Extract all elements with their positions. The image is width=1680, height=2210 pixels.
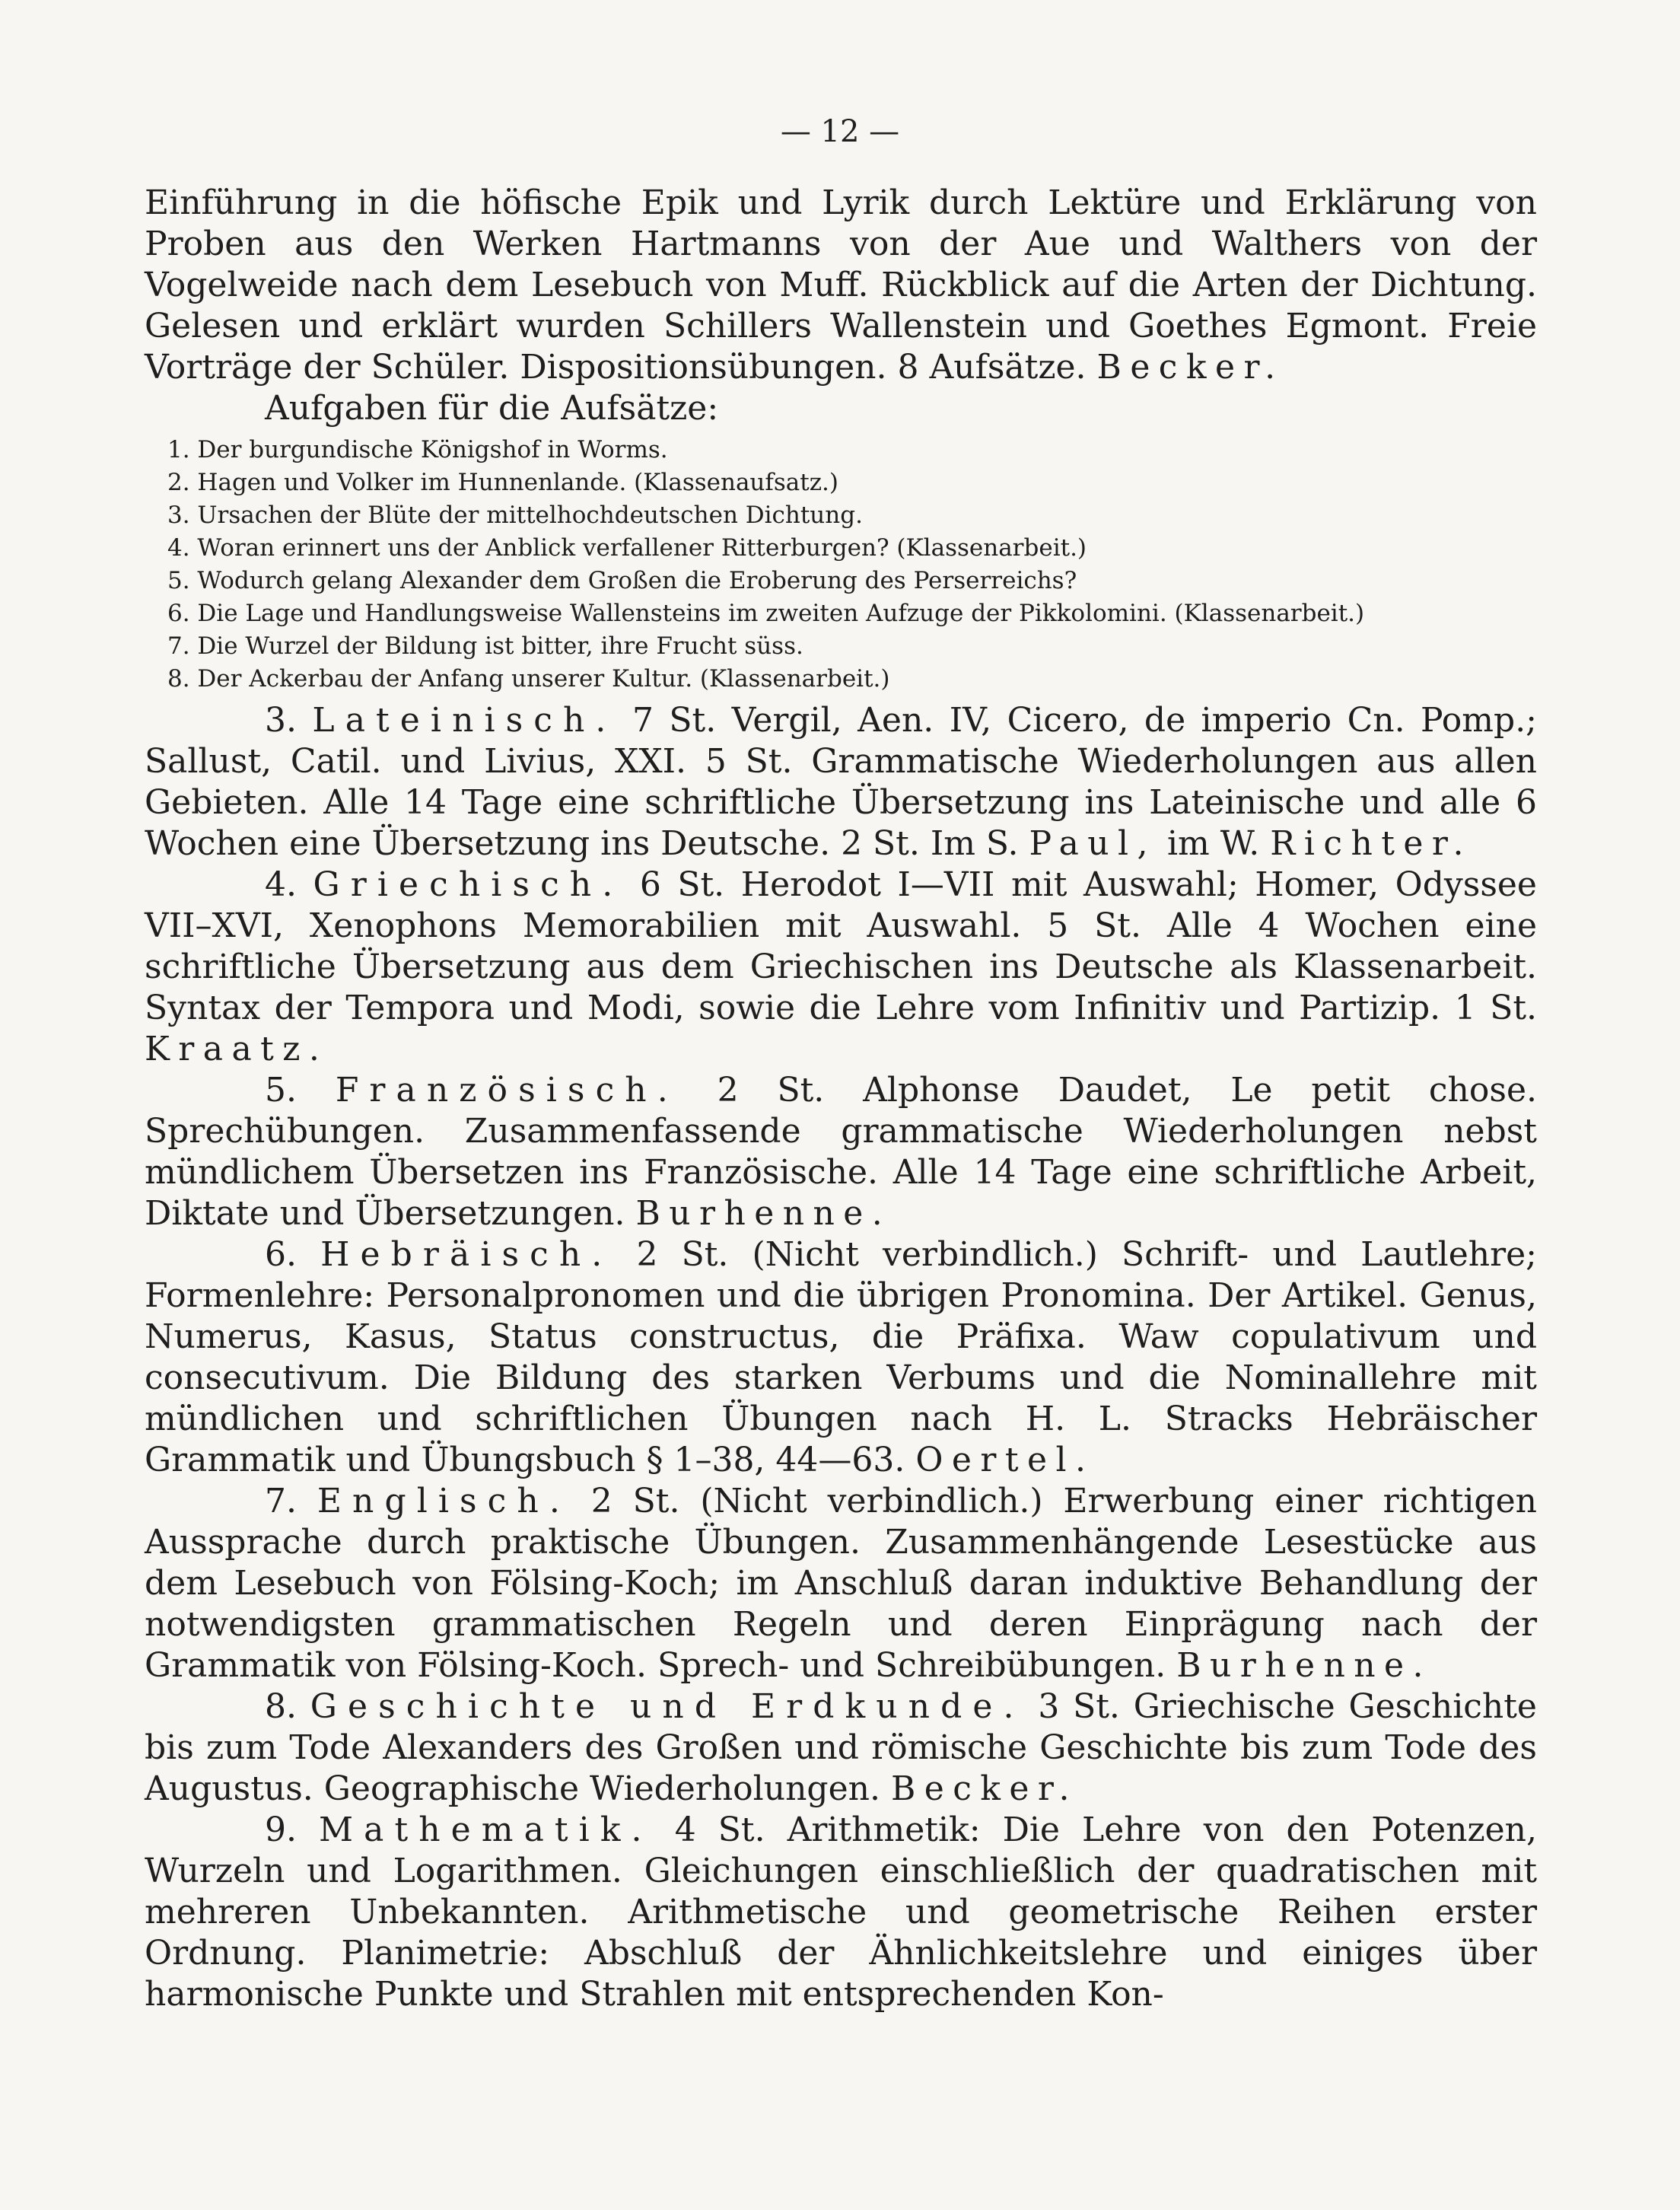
teacher-name: Oertel. xyxy=(915,1441,1095,1479)
section-text: 2 St. Alphonse Daudet, Le petit chose. Sprechübungen. Zusammenfassende grammatische Wiederholungen nebst mündlichem Übersetzen ins Französische. Alle 14 Tage eine schriftliche Arbeit, Diktate und Übersetzungen. xyxy=(145,1071,1537,1233)
section-text: 2 St. (Nicht verbindlich.) Schrift- und Lautlehre; Formenlehre: Personalpronomen und die übrigen Pronomina. Der Artikel. Genus, Numerus, Kasus, Status constructus, die Präfixa. Waw copulativum und consecutivum. Die Bildung des starken Verbums und die Nominallehre mit mündlichen und schriftlichen Übungen nach H. L. Stracks Hebräischer Grammatik und Übungsbuch § 1–38, 44—63. xyxy=(145,1235,1537,1479)
section-text: 7 St. Vergil, Aen. IV, Cicero, de imperio Cn. Pomp.; Sallust, Catil. und Livius, XXI. 5 St. Grammatische Wiederholungen aus allen Gebieten. Alle 14 Tage eine schriftliche Übersetzung ins Lateinische und alle 6 Wochen eine Übersetzung ins Deutsche. 2 St. Im S. xyxy=(145,701,1537,863)
section-number: 9. xyxy=(265,1810,297,1849)
teacher-name: Becker. xyxy=(890,1769,1078,1808)
section-text: 3 St. Griechische Geschichte bis zum Tode Alexanders des Großen und römische Geschichte bis zum Tode des Augustus. Geographische Wiederholungen. xyxy=(145,1687,1537,1808)
section-number: 8. xyxy=(265,1687,297,1726)
list-item: 6. Die Lage und Handlungsweise Wallensteins im zweiten Aufzuge der Pikkolomini. (Klassenarbeit.) xyxy=(167,600,1365,627)
list-item: 2. Hagen und Volker im Hunnenlande. (Klassenaufsatz.) xyxy=(167,469,839,496)
teacher-name: Burhenne. xyxy=(1176,1646,1432,1685)
section-number: 5. xyxy=(265,1071,297,1110)
teacher-name: Burhenne. xyxy=(635,1194,892,1233)
list-item: 7. Die Wurzel der Bildung ist bitter, ihre Frucht süss. xyxy=(167,632,803,660)
list-item: 4. Woran erinnert uns der Anblick verfallener Ritterburgen? (Klassenarbeit.) xyxy=(167,534,1087,562)
section-english xyxy=(145,1481,1537,1686)
section-text: 2 St. (Nicht verbindlich.) Erwerbung einer richtigen Aussprache durch praktische Übungen. Zusammenhängende Lesestücke aus dem Lesebuch von Fölsing-Koch; im Anschluß daran induktive Behandlung der notwendigsten grammatischen Regeln und deren Einprägung nach der Grammatik von Fölsing-Koch. Sprech- und Schreibübungen. xyxy=(145,1482,1537,1685)
list-item: 1. Der burgundische Königshof in Worms. xyxy=(167,436,668,463)
subject-heading: Griechisch. xyxy=(313,865,624,904)
subject-heading: Mathematik. xyxy=(319,1810,653,1849)
section-text: 6 St. Herodot I—VII mit Auswahl; Homer, Odyssee VII–XVI, Xenophons Memorabilien mit Auswahl. 5 St. Alle 4 Wochen eine schriftliche Übersetzung aus dem Griechischen ins Deutsche als Klassenarbeit. Syntax der Tempora und Modi, sowie die Lehre vom Infinitiv und Partizip. 1 St. xyxy=(145,865,1537,1027)
teacher-name: Paul, xyxy=(1029,824,1157,863)
list-item: 5. Wodurch gelang Alexander dem Großen die Eroberung des Perserreichs? xyxy=(167,567,1077,594)
subject-heading: Geschichte und Erdkunde. xyxy=(310,1687,1025,1726)
section-number: 4. xyxy=(265,865,297,904)
section-number: 3. xyxy=(265,701,297,740)
section-latin xyxy=(145,700,1537,865)
section-hebrew xyxy=(145,1234,1537,1481)
section-french xyxy=(145,1070,1537,1234)
section-text: 4 St. Arithmetik: Die Lehre von den Potenzen, Wurzeln und Logarithmen. Gleichungen einschließlich der quadratischen mit mehreren Unbekannten. Arithmetische und geometrische Reihen erster Ordnung. Planimetrie: Abschluß der Ähnlichkeitslehre und einiges über harmonische Punkte und Strahlen mit entsprechenden Kon- xyxy=(145,1810,1537,2014)
subject-heading: Französisch. xyxy=(335,1071,679,1110)
section-math xyxy=(145,1810,1537,2015)
section-greek xyxy=(145,865,1537,1070)
teacher-name: Becker. xyxy=(1096,348,1284,387)
teacher-name: Richter. xyxy=(1270,824,1472,863)
task-list xyxy=(145,434,1537,696)
intro-paragraph xyxy=(145,183,1537,388)
subject-heading: Hebräisch. xyxy=(320,1235,613,1274)
page-number: — 12 — xyxy=(780,114,900,149)
section-number: 7. xyxy=(265,1482,297,1521)
tasks-heading: Aufgaben für die Aufsätze: xyxy=(265,389,719,428)
list-item: 3. Ursachen der Blüte der mittelhochdeutschen Dichtung. xyxy=(167,502,863,529)
intro-text: Einführung in die höfische Epik und Lyrik durch Lektüre und Erklärung von Proben aus den Werken Hartmanns von der Aue und Walthers von der Vogelweide nach dem Lesebuch von Muff. Rückblick auf die Arten der Dichtung. Gelesen und erklärt wurden Schillers Wallenstein und Goethes Egmont. Freie Vorträge der Schüler. Dispositionsübungen. 8 Aufsätze. xyxy=(145,183,1537,387)
subject-heading: Lateinisch. xyxy=(312,701,617,740)
subject-heading: Englisch. xyxy=(317,1482,571,1521)
list-item: 8. Der Ackerbau der Anfang unserer Kultur. (Klassenarbeit.) xyxy=(167,665,890,693)
body-text xyxy=(145,183,1537,2015)
section-number: 6. xyxy=(265,1235,297,1274)
section-history xyxy=(145,1686,1537,1810)
section-text-middle: im W. xyxy=(1166,824,1260,863)
teacher-name: Kraatz. xyxy=(145,1030,329,1068)
